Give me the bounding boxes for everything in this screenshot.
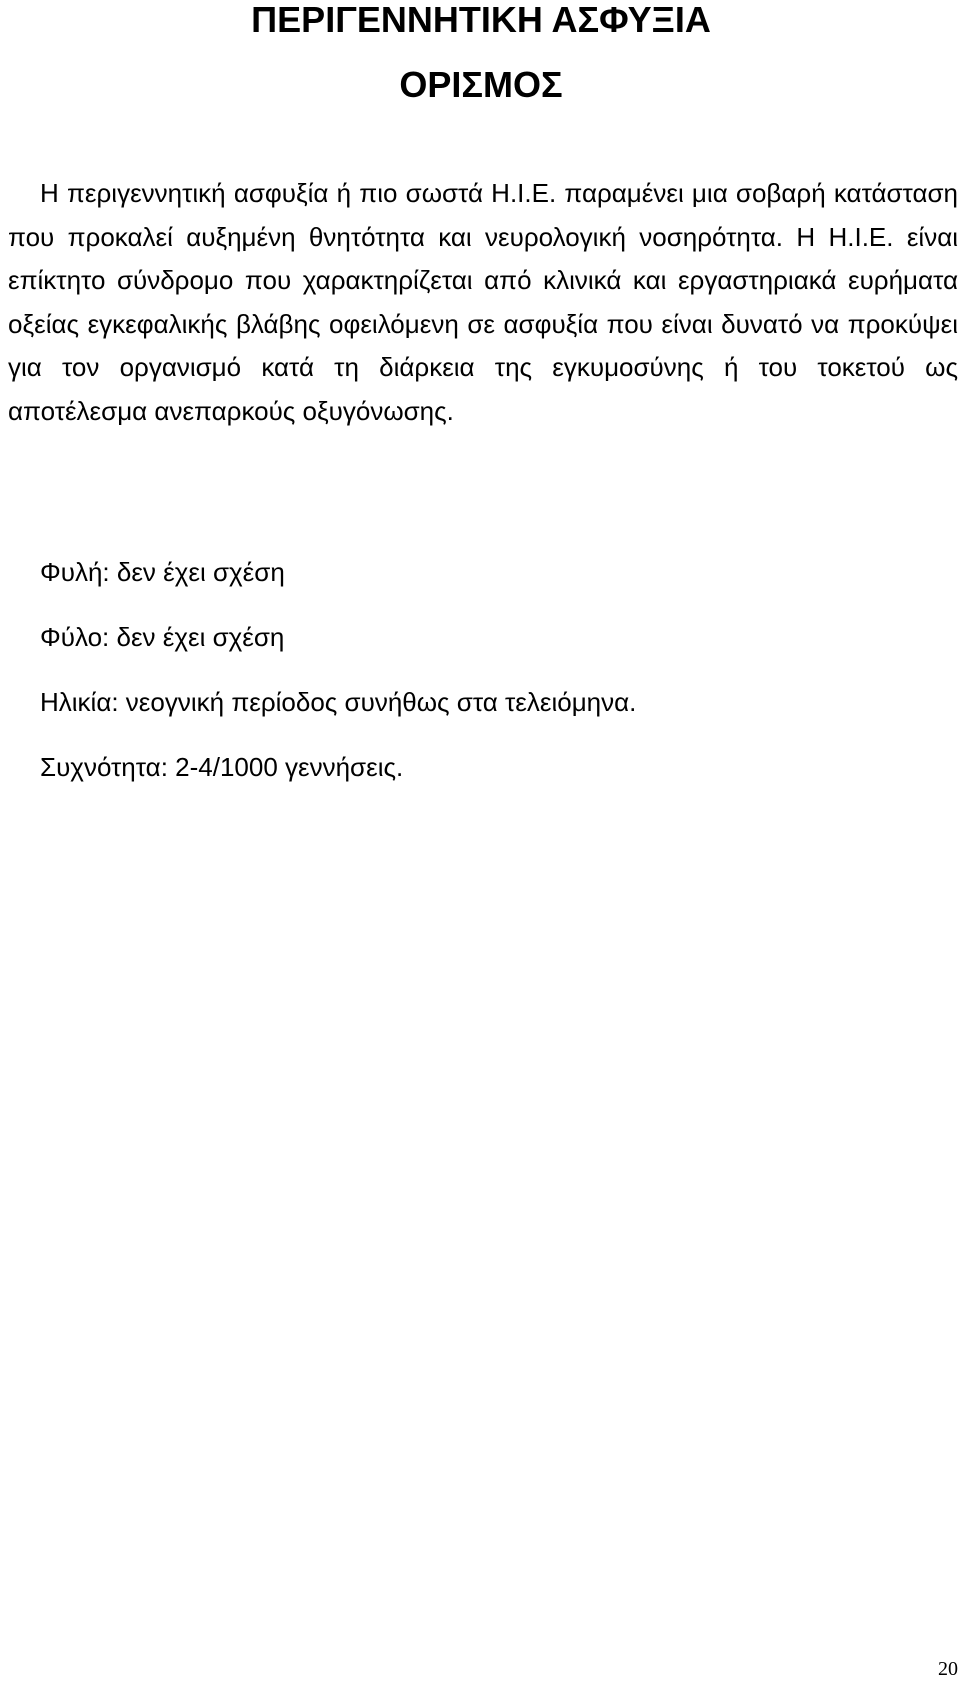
fact-sex: Φύλο: δεν έχει σχέση [40, 622, 285, 652]
page-number: 20 [938, 1658, 958, 1680]
fact-age: Ηλικία: νεογνική περίοδος συνήθως στα τελειόμηνα. [40, 687, 637, 717]
fact-race: Φυλή: δεν έχει σχέση [40, 557, 285, 587]
fact-frequency: Συχνότητα: 2-4/1000 γεννήσεις. [40, 752, 404, 782]
section-heading-definition: ΟΡΙΣΜΟΣ [399, 64, 563, 105]
page-title: ΠΕΡΙΓΕΝΝΗΤΙΚΗ ΑΣΦΥΞΙΑ [251, 0, 711, 40]
definition-paragraph: Η περιγεννητική ασφυξία ή πιο σωστά Η.Ι.Ε. παραμένει μια σοβαρή κατάσταση που προκαλεί αυξημένη θνητότητα και νευρολογική νοσηρότητα. Η Η.Ι.Ε. είναι επίκτητο σύνδρομο που χαρακτηρίζεται από κλινικά και εργαστηριακά ευρήματα οξείας εγκεφαλικής βλάβης οφειλόμενη σε ασφυξία που είναι δυνατό να προκύψει για τον οργανισμό κατά τη διάρκεια της εγκυμοσύνης ή του τοκετού ως αποτέλεσμα ανεπαρκούς οξυγόνωσης. [8, 178, 958, 426]
